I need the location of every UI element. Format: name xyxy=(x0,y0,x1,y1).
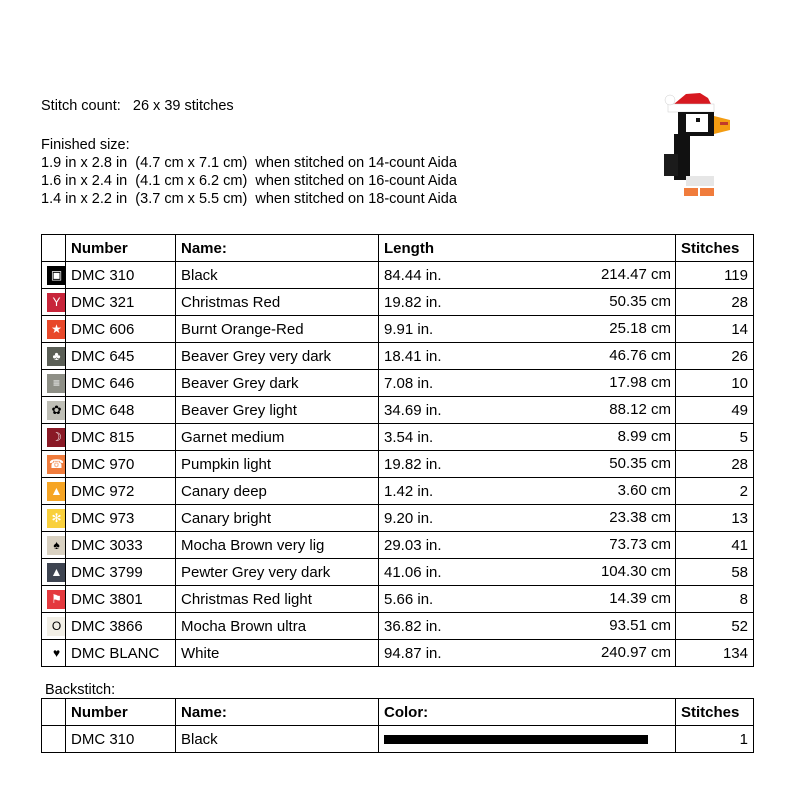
length-inches: 1.42 in. xyxy=(384,482,434,500)
table-row xyxy=(42,289,754,316)
length-cm: 46.76 cm xyxy=(609,347,671,364)
stitch-count-cell: 134 xyxy=(676,640,754,667)
floss-number: DMC 321 xyxy=(66,289,176,316)
telephone-icon: ☎ xyxy=(47,455,66,474)
ring-icon: O xyxy=(47,617,66,636)
length-inches: 9.20 in. xyxy=(384,509,434,527)
floss-number: DMC 3866 xyxy=(66,613,176,640)
length-cm: 14.39 cm xyxy=(609,590,671,607)
stitch-count-cell: 41 xyxy=(676,532,754,559)
floss-length xyxy=(379,397,676,424)
floss-number: DMC 3801 xyxy=(66,586,176,613)
length-cm: 214.47 cm xyxy=(600,266,671,283)
table-row xyxy=(42,343,754,370)
floss-length xyxy=(379,505,676,532)
symbol-cell xyxy=(42,370,66,397)
length-inches: 84.44 in. xyxy=(384,266,442,284)
length-inches: 7.08 in. xyxy=(384,374,434,392)
flower-icon: ✿ xyxy=(47,401,66,420)
stitch-count-cell: 49 xyxy=(676,397,754,424)
length-inches: 5.66 in. xyxy=(384,590,434,608)
stitch-count-cell: 5 xyxy=(676,424,754,451)
length-cm: 88.12 cm xyxy=(609,401,671,418)
floss-name: Canary bright xyxy=(176,505,379,532)
number-header: Number xyxy=(66,235,176,262)
floss-number: DMC 310 xyxy=(66,726,176,753)
stitch-count-label: Stitch count: xyxy=(41,98,121,114)
backstitch-label: Backstitch: xyxy=(45,682,116,698)
symbol-cell xyxy=(42,262,66,289)
length-inches: 36.82 in. xyxy=(384,617,442,635)
stitch-count-cell: 58 xyxy=(676,559,754,586)
floss-number: DMC BLANC xyxy=(66,640,176,667)
floss-number: DMC 973 xyxy=(66,505,176,532)
table-row xyxy=(42,586,754,613)
floss-number: DMC 606 xyxy=(66,316,176,343)
floss-number: DMC 648 xyxy=(66,397,176,424)
symbol-cell xyxy=(42,505,66,532)
lines-icon: ≡ xyxy=(47,374,66,393)
floss-name: Canary deep xyxy=(176,478,379,505)
floss-name: Beaver Grey very dark xyxy=(176,343,379,370)
table-row xyxy=(42,316,754,343)
floss-length xyxy=(379,532,676,559)
floss-length xyxy=(379,478,676,505)
length-inches: 18.41 in. xyxy=(384,347,442,365)
length-inches: 19.82 in. xyxy=(384,455,442,473)
name-header: Name: xyxy=(176,699,379,726)
stitch-count-cell: 8 xyxy=(676,586,754,613)
square-dot-icon: ▣ xyxy=(47,266,66,285)
symbol-cell xyxy=(42,726,66,753)
floss-length xyxy=(379,451,676,478)
length-cm: 8.99 cm xyxy=(617,428,671,445)
stitch-count-cell: 28 xyxy=(676,289,754,316)
floss-number: DMC 646 xyxy=(66,370,176,397)
table-row xyxy=(42,640,754,667)
symbol-cell xyxy=(42,289,66,316)
length-cm: 17.98 cm xyxy=(609,374,671,391)
table-row xyxy=(42,478,754,505)
floss-length xyxy=(379,262,676,289)
length-cm: 240.97 cm xyxy=(600,644,671,661)
stitch-count-value: 26 x 39 stitches xyxy=(132,98,234,114)
floss-key-table xyxy=(41,234,754,667)
club-icon: ♣ xyxy=(47,347,66,366)
length-inches: 41.06 in. xyxy=(384,563,442,581)
floss-name: Pewter Grey very dark xyxy=(176,559,379,586)
floss-number: DMC 972 xyxy=(66,478,176,505)
floss-number: DMC 3033 xyxy=(66,532,176,559)
floss-name: Black xyxy=(176,726,379,753)
floss-name: White xyxy=(176,640,379,667)
length-cm: 104.30 cm xyxy=(600,563,671,580)
symbol-cell xyxy=(42,343,66,370)
table-row xyxy=(42,532,754,559)
stitch-count-cell: 1 xyxy=(676,726,754,753)
floss-length xyxy=(379,316,676,343)
spade-icon: ♠ xyxy=(47,536,66,555)
floss-name: Burnt Orange-Red xyxy=(176,316,379,343)
color-header: Color: xyxy=(379,699,676,726)
length-inches: 94.87 in. xyxy=(384,644,442,662)
length-inches: 29.03 in. xyxy=(384,536,442,554)
length-cm: 3.60 cm xyxy=(617,482,671,499)
moon-icon: ☽ xyxy=(47,428,66,447)
floss-length xyxy=(379,343,676,370)
stitches-header: Stitches xyxy=(676,699,754,726)
length-inches: 34.69 in. xyxy=(384,401,442,419)
floss-number: DMC 970 xyxy=(66,451,176,478)
stitch-count-cell: 52 xyxy=(676,613,754,640)
table-row xyxy=(42,397,754,424)
floss-length xyxy=(379,424,676,451)
stitch-count-cell: 13 xyxy=(676,505,754,532)
table-header-row xyxy=(42,235,754,262)
symbol-header xyxy=(42,699,66,726)
floss-name: Mocha Brown ultra xyxy=(176,613,379,640)
heart-icon: ♥ xyxy=(47,644,66,663)
table-header-row xyxy=(42,699,754,726)
length-cm: 73.73 cm xyxy=(609,536,671,553)
tree-icon: ▲ xyxy=(47,482,66,501)
table-row xyxy=(42,451,754,478)
symbol-cell xyxy=(42,532,66,559)
table-row xyxy=(42,559,754,586)
backstitch-color-cell xyxy=(379,726,676,753)
length-cm: 50.35 cm xyxy=(609,293,671,310)
backstitch-table xyxy=(41,698,754,753)
floss-number: DMC 815 xyxy=(66,424,176,451)
floss-name: Beaver Grey light xyxy=(176,397,379,424)
floss-number: DMC 310 xyxy=(66,262,176,289)
floss-length xyxy=(379,613,676,640)
stitch-count-cell: 119 xyxy=(676,262,754,289)
length-inches: 3.54 in. xyxy=(384,428,434,446)
number-header: Number xyxy=(66,699,176,726)
finished-size-line: 1.6 in x 2.4 in (4.1 cm x 6.2 cm) when stitched on 16-count Aida xyxy=(41,173,457,189)
name-header: Name: xyxy=(176,235,379,262)
stitch-count-cell: 2 xyxy=(676,478,754,505)
puffin-pattern-preview xyxy=(656,92,736,204)
symbol-cell xyxy=(42,451,66,478)
triangle-icon: ▲ xyxy=(47,563,66,582)
star-icon: ★ xyxy=(47,320,66,339)
snowflake-icon: ✻ xyxy=(47,509,66,528)
symbol-cell xyxy=(42,640,66,667)
length-cm: 23.38 cm xyxy=(609,509,671,526)
symbol-cell xyxy=(42,586,66,613)
symbol-cell xyxy=(42,613,66,640)
floss-name: Christmas Red xyxy=(176,289,379,316)
cocktail-glass-icon: Y xyxy=(47,293,66,312)
floss-number: DMC 645 xyxy=(66,343,176,370)
length-cm: 25.18 cm xyxy=(609,320,671,337)
symbol-cell xyxy=(42,397,66,424)
floss-name: Garnet medium xyxy=(176,424,379,451)
floss-length xyxy=(379,559,676,586)
floss-length xyxy=(379,586,676,613)
table-row xyxy=(42,262,754,289)
stitches-header: Stitches xyxy=(676,235,754,262)
symbol-cell xyxy=(42,316,66,343)
table-row xyxy=(42,370,754,397)
floss-length xyxy=(379,289,676,316)
floss-name: Pumpkin light xyxy=(176,451,379,478)
stitch-count xyxy=(41,97,234,115)
floss-name: Black xyxy=(176,262,379,289)
floss-name: Beaver Grey dark xyxy=(176,370,379,397)
symbol-header xyxy=(42,235,66,262)
stitch-count-cell: 28 xyxy=(676,451,754,478)
floss-length xyxy=(379,370,676,397)
finished-size-label: Finished size: xyxy=(41,137,130,153)
table-row xyxy=(42,424,754,451)
backstitch-line-swatch xyxy=(384,735,648,744)
length-inches: 9.91 in. xyxy=(384,320,434,338)
table-row xyxy=(42,505,754,532)
stitch-count-cell: 10 xyxy=(676,370,754,397)
table-row xyxy=(42,726,754,753)
floss-length xyxy=(379,640,676,667)
symbol-cell xyxy=(42,559,66,586)
table-row xyxy=(42,613,754,640)
flag-icon: ⚑ xyxy=(47,590,66,609)
finished-size-line: 1.4 in x 2.2 in (3.7 cm x 5.5 cm) when stitched on 18-count Aida xyxy=(41,191,457,207)
symbol-cell xyxy=(42,424,66,451)
symbol-cell xyxy=(42,478,66,505)
length-header: Length xyxy=(379,235,676,262)
floss-name: Mocha Brown very lig xyxy=(176,532,379,559)
stitch-count-cell: 26 xyxy=(676,343,754,370)
floss-name: Christmas Red light xyxy=(176,586,379,613)
stitch-count-cell: 14 xyxy=(676,316,754,343)
floss-number: DMC 3799 xyxy=(66,559,176,586)
length-inches: 19.82 in. xyxy=(384,293,442,311)
length-cm: 50.35 cm xyxy=(609,455,671,472)
finished-size-line: 1.9 in x 2.8 in (4.7 cm x 7.1 cm) when stitched on 14-count Aida xyxy=(41,155,457,171)
length-cm: 93.51 cm xyxy=(609,617,671,634)
